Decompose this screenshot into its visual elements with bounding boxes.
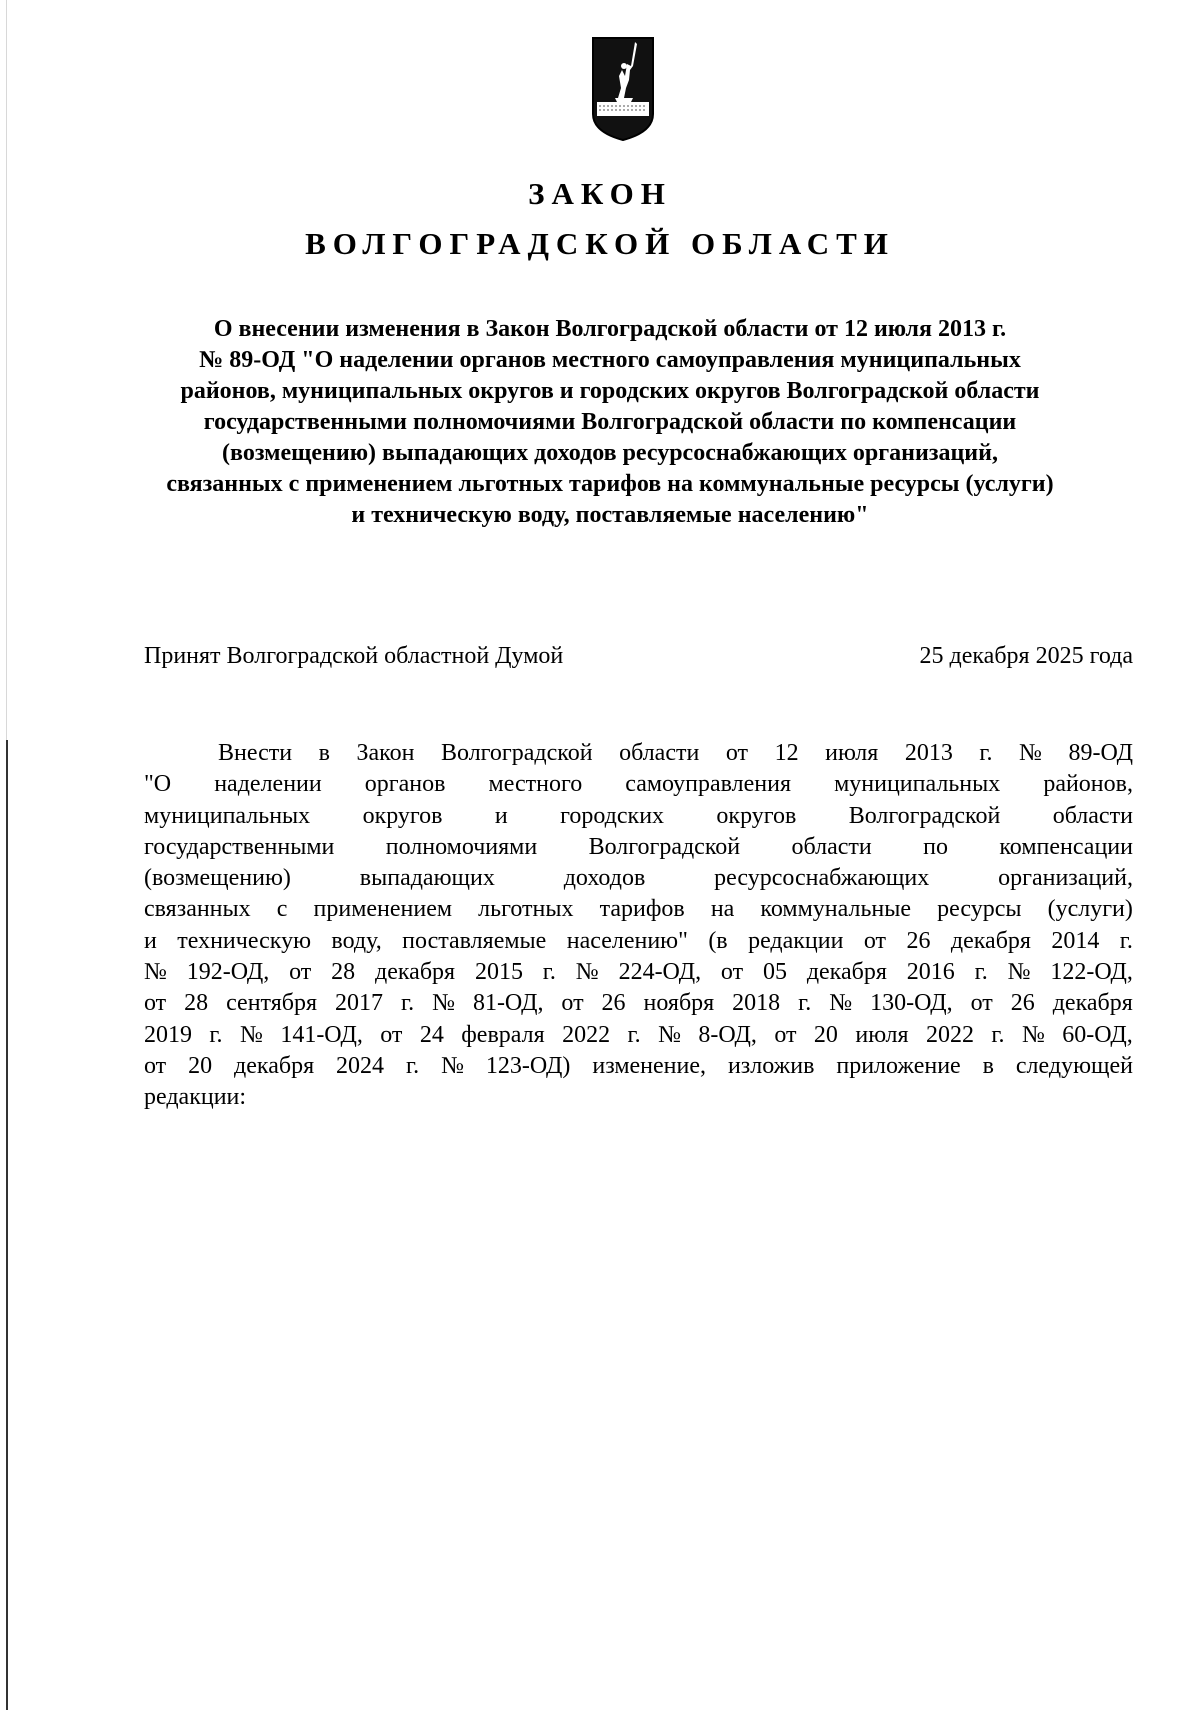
body-word: населению" bbox=[566, 927, 688, 954]
body-word: № bbox=[441, 1052, 464, 1079]
body-word: Волгоградской bbox=[441, 740, 593, 766]
body-word: от bbox=[774, 1021, 797, 1048]
adopted-by: Принят Волгоградской областной Думой bbox=[144, 643, 564, 669]
law-heading bbox=[140, 314, 1080, 531]
body-word: № bbox=[829, 990, 853, 1017]
body-word: в bbox=[982, 1052, 994, 1079]
body-word: г. bbox=[400, 990, 415, 1017]
body-word: г. bbox=[209, 1021, 223, 1048]
body-line bbox=[144, 1020, 1133, 1051]
body-word: 26 bbox=[1010, 990, 1035, 1017]
body-word: г. bbox=[542, 959, 556, 986]
body-line bbox=[144, 1082, 1133, 1113]
body-word: 20 bbox=[188, 1052, 213, 1079]
body-word: 123-ОД) bbox=[485, 1052, 571, 1079]
body-word: от bbox=[720, 959, 744, 986]
body-word: редакции: bbox=[144, 1084, 247, 1111]
body-word: от bbox=[144, 1052, 167, 1079]
body-word: г. bbox=[405, 1052, 420, 1079]
body-word: № bbox=[1019, 740, 1042, 766]
body-line bbox=[144, 863, 1133, 894]
heading-line: О внесении изменения в Закон Волгоградской области от 12 июля 2013 г. bbox=[213, 316, 1007, 342]
body-word: изменение, bbox=[592, 1052, 707, 1079]
body-word: ресурсы bbox=[937, 896, 1022, 923]
body-line bbox=[144, 957, 1133, 988]
body-word: применением bbox=[313, 896, 453, 923]
body-word: городских bbox=[560, 802, 665, 829]
body-word: местного bbox=[488, 771, 583, 798]
heading-line: и техническую воду, поставляемые населению" bbox=[351, 502, 869, 528]
body-word: декабря bbox=[806, 959, 887, 986]
body-word: по bbox=[923, 833, 948, 860]
body-word: полномочиями bbox=[385, 833, 538, 860]
body-word: области bbox=[619, 740, 700, 766]
body-word: (услуги) bbox=[1047, 896, 1133, 923]
body-word: 05 bbox=[762, 959, 787, 986]
body-word: г. bbox=[979, 740, 993, 766]
body-line bbox=[144, 769, 1133, 800]
body-word: муниципальных bbox=[144, 802, 311, 829]
body-word: 2014 bbox=[1051, 927, 1100, 954]
body-word: с bbox=[276, 896, 288, 923]
body-word: февраля bbox=[461, 1021, 545, 1048]
body-word: редакции bbox=[748, 927, 844, 954]
body-word: и bbox=[144, 927, 157, 954]
body-word: 81-ОД, bbox=[472, 990, 544, 1017]
heading-line: № 89-ОД "О наделении органов местного самоуправления муниципальных bbox=[199, 347, 1021, 373]
body-word: воду, bbox=[331, 927, 382, 954]
body-word: 122-ОД, bbox=[1050, 959, 1133, 986]
body-word: (возмещению) bbox=[144, 865, 291, 892]
body-word: 26 bbox=[601, 990, 626, 1017]
body-word: 224-ОД, bbox=[618, 959, 702, 986]
heading-line: связанных с применением льготных тарифов на коммунальные ресурсы (услуги) bbox=[166, 471, 1054, 497]
body-line bbox=[144, 801, 1133, 832]
body-word: 89-ОД bbox=[1068, 740, 1133, 766]
body-word: сентября bbox=[226, 990, 318, 1017]
body-word: 2022 bbox=[562, 1021, 611, 1048]
body-word: 2017 bbox=[334, 990, 383, 1017]
heading-line: государственными полномочиями Волгоградской области по компенсации bbox=[203, 409, 1017, 435]
body-word: 28 bbox=[331, 959, 356, 986]
body-word: 24 bbox=[419, 1021, 444, 1048]
body-word: 12 bbox=[774, 740, 799, 766]
body-word: государственными bbox=[144, 833, 335, 860]
body-word: коммунальные bbox=[760, 896, 912, 923]
body-word: № bbox=[1007, 959, 1031, 986]
body-word: 2016 bbox=[906, 959, 955, 986]
document-title: ЗАКОН bbox=[528, 176, 672, 211]
body-word: декабря bbox=[234, 1052, 315, 1079]
body-word: наделении bbox=[214, 771, 322, 798]
body-word: от bbox=[725, 740, 749, 766]
body-word: органов bbox=[364, 771, 446, 798]
body-word: области bbox=[1052, 802, 1133, 829]
body-word: муниципальных bbox=[834, 771, 1001, 798]
body-word: доходов bbox=[563, 865, 646, 892]
body-word: в bbox=[318, 740, 330, 766]
body-word: 26 bbox=[906, 927, 931, 954]
body-word: от bbox=[863, 927, 887, 954]
body-word: 2013 bbox=[904, 740, 953, 766]
body-word: № bbox=[1021, 1021, 1045, 1048]
body-word: декабря bbox=[375, 959, 456, 986]
body-word: следующей bbox=[1015, 1052, 1133, 1079]
body-word: № bbox=[239, 1021, 263, 1048]
body-word: г. bbox=[627, 1021, 641, 1048]
body-word: 60-ОД, bbox=[1062, 1021, 1133, 1048]
body-word: 130-ОД, bbox=[870, 990, 953, 1017]
body-word: г. bbox=[974, 959, 988, 986]
body-line bbox=[144, 1051, 1133, 1082]
body-word: Волгоградской bbox=[848, 802, 1001, 829]
body-word: связанных bbox=[144, 896, 251, 923]
body-line bbox=[144, 988, 1133, 1019]
body-word: компенсации bbox=[999, 833, 1133, 860]
body-word: поставляемые bbox=[402, 927, 547, 954]
body-word: области bbox=[791, 833, 872, 860]
heading-line: (возмещению) выпадающих доходов ресурсоснабжающих организаций, bbox=[222, 440, 998, 466]
body-word: от bbox=[289, 959, 312, 986]
body-word: округов bbox=[362, 802, 443, 829]
body-word: 2024 bbox=[336, 1052, 385, 1079]
body-word: районов, bbox=[1043, 771, 1133, 798]
heading-line: районов, муниципальных округов и городских округов Волгоградской области bbox=[180, 378, 1040, 404]
body-word: 2015 bbox=[474, 959, 523, 986]
body-word: организаций, bbox=[998, 865, 1133, 892]
body-word: декабря bbox=[950, 927, 1031, 954]
body-word: июля bbox=[855, 1021, 909, 1048]
body-word: самоуправления bbox=[625, 771, 792, 798]
body-word: ресурсоснабжающих bbox=[714, 865, 930, 892]
body-word: техническую bbox=[177, 927, 311, 954]
body-word: Внести bbox=[218, 740, 293, 766]
body-word: на bbox=[710, 896, 735, 923]
body-word: льготных bbox=[478, 896, 574, 923]
body-word: (в bbox=[708, 927, 728, 954]
body-word: № bbox=[658, 1021, 681, 1048]
body-word: приложение bbox=[836, 1052, 961, 1079]
body-word: выпадающих bbox=[359, 865, 495, 892]
body-word: № bbox=[575, 959, 599, 986]
body-word: 8-ОД, bbox=[698, 1021, 757, 1048]
adopted-date: 25 декабря 2025 года bbox=[919, 643, 1133, 669]
body-word: № bbox=[144, 959, 167, 986]
volgograd-coat-of-arms-icon bbox=[591, 36, 655, 142]
body-word: от bbox=[561, 990, 584, 1017]
body-word: 2018 bbox=[732, 990, 781, 1017]
document-subtitle: ВОЛГОГРАДСКОЙ ОБЛАСТИ bbox=[305, 226, 895, 261]
body-word: от bbox=[144, 990, 167, 1017]
body-line bbox=[144, 926, 1133, 957]
body-line bbox=[144, 832, 1133, 863]
body-word: 141-ОД, bbox=[280, 1021, 363, 1048]
body-word: от bbox=[380, 1021, 403, 1048]
body-word: изложив bbox=[727, 1052, 815, 1079]
body-word: "О bbox=[144, 771, 172, 798]
body-word: 28 bbox=[184, 990, 209, 1017]
body-word: 2022 bbox=[925, 1021, 974, 1048]
body-word: от bbox=[970, 990, 993, 1017]
body-word: и bbox=[494, 802, 508, 829]
body-word: декабря bbox=[1052, 990, 1133, 1017]
body-word: 192-ОД, bbox=[186, 959, 270, 986]
body-word: г. bbox=[798, 990, 812, 1017]
body-word: г. bbox=[1119, 927, 1133, 954]
scan-edge-shadow bbox=[6, 740, 8, 1710]
body-word: округов bbox=[716, 802, 797, 829]
body-word: 20 bbox=[813, 1021, 838, 1048]
body-line bbox=[144, 738, 1133, 769]
body-word: № bbox=[432, 990, 455, 1017]
body-word: г. bbox=[991, 1021, 1005, 1048]
body-word: июля bbox=[825, 740, 879, 766]
body-line bbox=[144, 894, 1133, 925]
body-word: тарифов bbox=[599, 896, 685, 923]
body-word: ноября bbox=[643, 990, 715, 1017]
body-word: Волгоградской bbox=[588, 833, 741, 860]
body-word: 2019 bbox=[144, 1021, 192, 1048]
body-paragraph bbox=[144, 738, 1133, 1114]
body-word: Закон bbox=[356, 740, 415, 766]
